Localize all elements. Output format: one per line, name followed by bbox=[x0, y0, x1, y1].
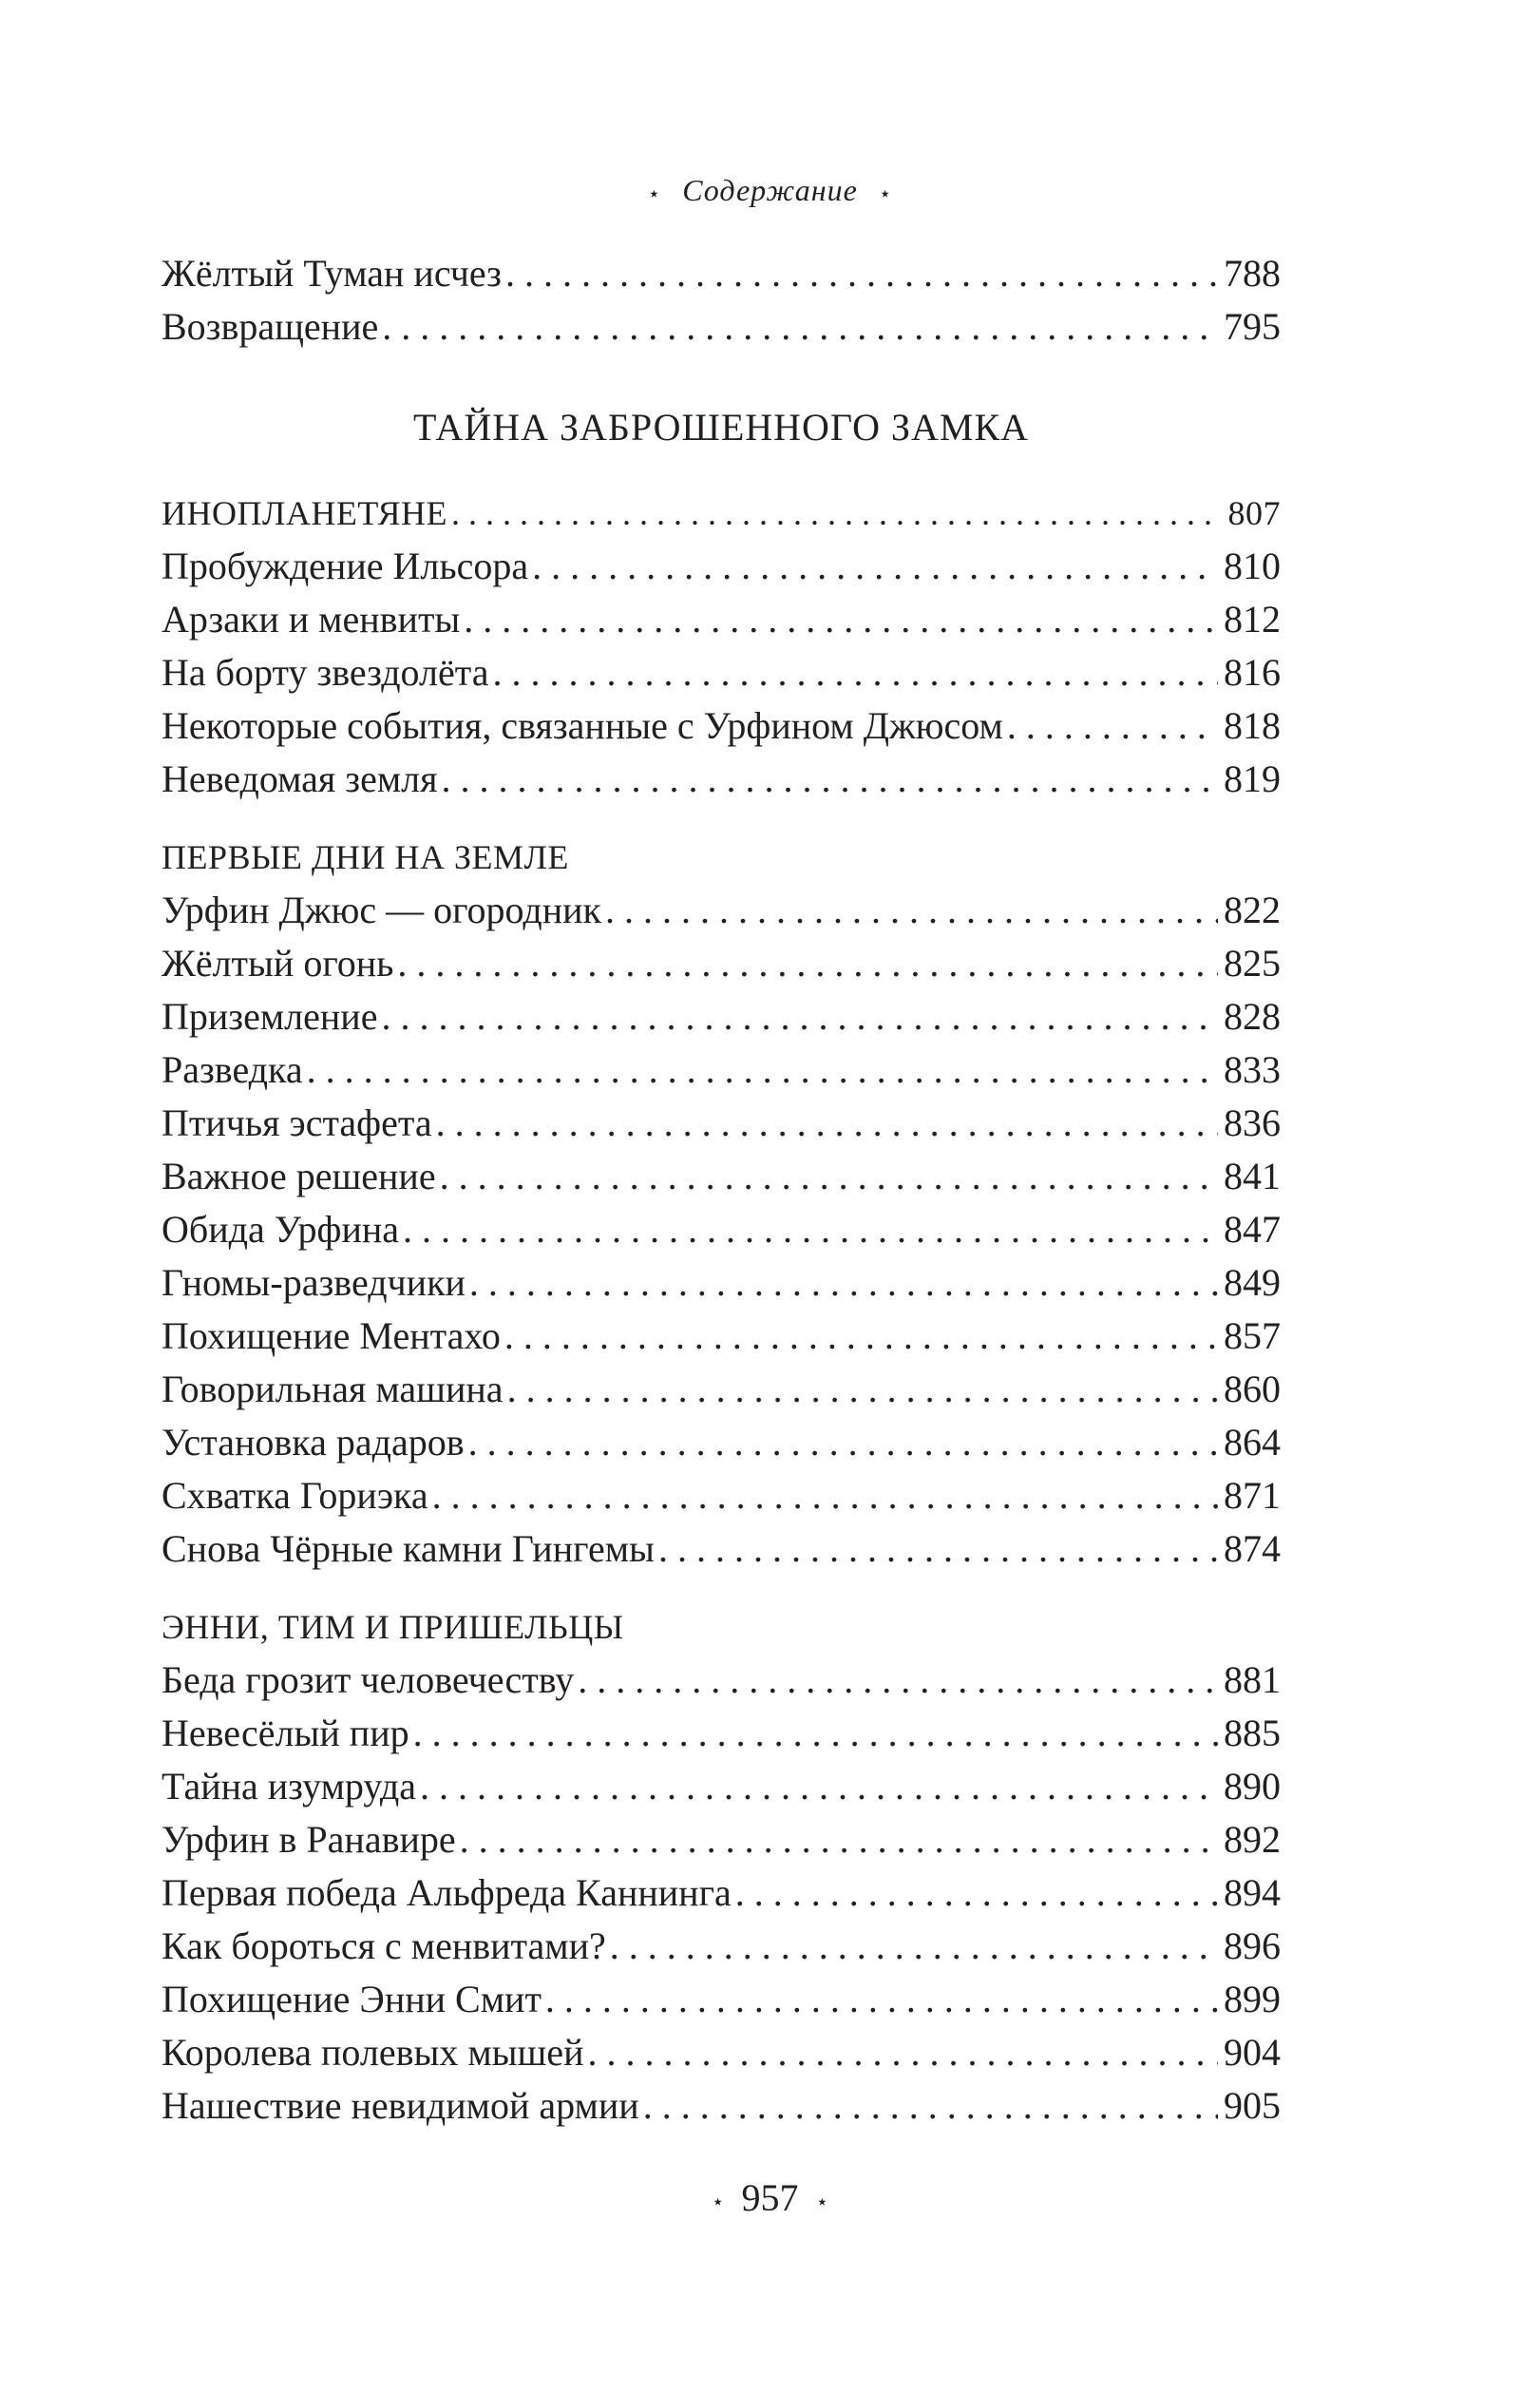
toc-entry-page: 892 bbox=[1224, 1818, 1281, 1861]
star-ornament-icon: ⋆ bbox=[815, 2189, 829, 2213]
book-title: ТАЙНА ЗАБРОШЕННОГО ЗАМКА bbox=[412, 406, 1030, 449]
toc-entry-page: 905 bbox=[1224, 2084, 1281, 2127]
toc-entry-page: 860 bbox=[1224, 1368, 1281, 1410]
leader-dots bbox=[507, 1363, 1218, 1416]
toc-entry-page: 857 bbox=[1224, 1314, 1281, 1357]
toc-entry-page: 894 bbox=[1224, 1871, 1281, 1914]
leader-dots bbox=[403, 1203, 1218, 1256]
toc-entry-page: 890 bbox=[1224, 1765, 1281, 1808]
leader-dots bbox=[442, 753, 1218, 806]
toc-entry-title: Нашествие невидимой армии bbox=[162, 2084, 639, 2127]
toc-entry bbox=[162, 1920, 1281, 1973]
leader-dots bbox=[545, 1973, 1218, 2026]
toc-entry-title: Похищение Ментахо bbox=[162, 1314, 501, 1357]
toc-entry-page: 849 bbox=[1224, 1261, 1281, 1304]
toc-entry bbox=[162, 646, 1281, 699]
toc-entry-title: Снова Чёрные камни Гингемы bbox=[162, 1527, 655, 1570]
toc-part-heading-row bbox=[162, 487, 1281, 540]
toc-entry bbox=[162, 1097, 1281, 1150]
leader-dots bbox=[605, 884, 1218, 937]
toc-entry-title: Похищение Энни Смит bbox=[162, 1978, 542, 2020]
toc-entry-title: Схватка Гориэка bbox=[162, 1474, 428, 1517]
toc-entry bbox=[162, 990, 1281, 1043]
toc-entry bbox=[162, 1150, 1281, 1203]
toc-entry bbox=[162, 1363, 1281, 1416]
toc-entry bbox=[162, 1416, 1281, 1469]
toc-entry bbox=[162, 753, 1281, 806]
leader-dots bbox=[578, 1654, 1218, 1707]
toc-entry-page: 795 bbox=[1224, 305, 1281, 348]
toc-entry-title: Установка радаров bbox=[162, 1421, 465, 1464]
toc-entry bbox=[162, 1654, 1281, 1707]
toc-entry-title: Урфин Джюс — огородник bbox=[162, 889, 601, 931]
toc-entry-title: Урфин в Ранавире bbox=[162, 1818, 456, 1861]
toc-entry-page: 825 bbox=[1224, 942, 1281, 985]
toc-entry bbox=[162, 1043, 1281, 1097]
toc-part-page: 807 bbox=[1227, 494, 1281, 532]
toc-part-heading: ПЕРВЫЕ ДНИ НА ЗЕМЛЕ bbox=[162, 838, 569, 876]
toc-part bbox=[162, 831, 1281, 1576]
toc-entry bbox=[162, 1760, 1281, 1813]
leader-dots bbox=[610, 1920, 1218, 1973]
toc-entry-title: Гномы-разведчики bbox=[162, 1261, 466, 1304]
toc-entry-title: Невесёлый пир bbox=[162, 1712, 409, 1754]
toc-entry bbox=[162, 1203, 1281, 1256]
page-folio bbox=[0, 2174, 1540, 2226]
leader-dots bbox=[1007, 699, 1218, 753]
leader-dots bbox=[397, 937, 1218, 990]
leader-dots bbox=[413, 1707, 1218, 1760]
toc-entry-page: 871 bbox=[1224, 1474, 1281, 1517]
toc-entry-title: Говорильная машина bbox=[162, 1368, 504, 1410]
toc-entry-title: Жёлтый Туман исчез bbox=[162, 252, 502, 295]
toc-entry-page: 885 bbox=[1224, 1712, 1281, 1754]
running-head bbox=[0, 171, 1540, 213]
leader-dots bbox=[658, 1522, 1218, 1576]
leader-dots bbox=[432, 1469, 1218, 1522]
table-of-contents bbox=[162, 247, 1281, 2133]
toc-entry bbox=[162, 1469, 1281, 1522]
toc-entry-page: 788 bbox=[1224, 252, 1281, 295]
toc-entry bbox=[162, 540, 1281, 593]
star-ornament-icon: ⋆ bbox=[711, 2189, 725, 2213]
toc-entry-page: 864 bbox=[1224, 1421, 1281, 1464]
toc-entry bbox=[162, 1866, 1281, 1920]
toc-entry bbox=[162, 593, 1281, 646]
toc-entry-title: Жёлтый огонь bbox=[162, 942, 394, 985]
toc-entry-title: Птичья эстафета bbox=[162, 1101, 432, 1144]
leader-dots bbox=[381, 990, 1218, 1043]
toc-entry-page: 899 bbox=[1224, 1978, 1281, 2020]
toc-entry-page: 822 bbox=[1224, 889, 1281, 931]
page-number: 957 bbox=[741, 2176, 799, 2219]
toc-entry bbox=[162, 1256, 1281, 1310]
leader-dots bbox=[440, 1150, 1218, 1203]
toc-entry-page: 818 bbox=[1224, 704, 1281, 747]
toc-entry-title: Неведомая земля bbox=[162, 757, 438, 800]
leader-dots bbox=[504, 1310, 1218, 1363]
leader-dots bbox=[436, 1097, 1218, 1150]
leader-dots bbox=[643, 2079, 1218, 2133]
toc-entry bbox=[162, 2079, 1281, 2133]
toc-entry-title: На борту звездолёта bbox=[162, 651, 489, 694]
toc-entry bbox=[162, 699, 1281, 753]
toc-entry bbox=[162, 1522, 1281, 1576]
toc-entry-page: 810 bbox=[1224, 545, 1281, 587]
toc-entry-title: Тайна изумруда bbox=[162, 1765, 416, 1808]
leader-dots bbox=[468, 1416, 1218, 1469]
toc-entry-page: 816 bbox=[1224, 651, 1281, 694]
toc-entry bbox=[162, 884, 1281, 937]
leader-dots bbox=[307, 1043, 1218, 1097]
toc-entry-page: 833 bbox=[1224, 1048, 1281, 1091]
leader-dots bbox=[588, 2026, 1219, 2079]
toc-part-heading: ЭННИ, ТИМ И ПРИШЕЛЬЦЫ bbox=[162, 1608, 624, 1646]
toc-entry-title: Пробуждение Ильсора bbox=[162, 545, 529, 587]
toc-entry bbox=[162, 937, 1281, 990]
star-ornament-icon: ⋆ bbox=[647, 181, 662, 205]
toc-entry bbox=[162, 1973, 1281, 2026]
running-head-title: Содержание bbox=[682, 173, 858, 207]
leader-dots bbox=[532, 540, 1218, 593]
leader-dots bbox=[451, 487, 1222, 540]
toc-entry-title: Как бороться с менвитами? bbox=[162, 1924, 606, 1967]
toc-entry bbox=[162, 2026, 1281, 2079]
leader-dots bbox=[460, 1813, 1218, 1866]
toc-entry bbox=[162, 1813, 1281, 1866]
toc-entry bbox=[162, 1310, 1281, 1363]
toc-entry-title: Некоторые события, связанные с Урфином Джюсом bbox=[162, 704, 1003, 747]
toc-entry-title: Приземление bbox=[162, 995, 378, 1038]
toc-entry-page: 881 bbox=[1224, 1658, 1281, 1701]
toc-part bbox=[162, 1600, 1281, 2133]
toc-entry-title: Первая победа Альфреда Каннинга bbox=[162, 1871, 732, 1914]
star-ornament-icon: ⋆ bbox=[878, 181, 893, 205]
toc-entry-page: 904 bbox=[1224, 2031, 1281, 2074]
toc-entry-title: Арзаки и менвиты bbox=[162, 598, 461, 641]
toc-entry-page: 812 bbox=[1224, 598, 1281, 641]
leader-dots bbox=[382, 300, 1218, 354]
leader-dots bbox=[735, 1866, 1218, 1920]
toc-entry-title: Беда грозит человечеству bbox=[162, 1658, 575, 1701]
toc-entry bbox=[162, 1707, 1281, 1760]
toc-entry-page: 828 bbox=[1224, 995, 1281, 1038]
toc-entry-page: 836 bbox=[1224, 1101, 1281, 1144]
toc-entry-title: Обида Урфина bbox=[162, 1208, 400, 1251]
toc-entry-title: Возвращение bbox=[162, 305, 379, 348]
toc-entry-page: 841 bbox=[1224, 1155, 1281, 1197]
leader-dots bbox=[492, 646, 1218, 699]
toc-entry-page: 819 bbox=[1224, 757, 1281, 800]
toc-entry-title: Разведка bbox=[162, 1048, 303, 1091]
toc-entry-title: Важное решение bbox=[162, 1155, 436, 1197]
toc-entry-page: 847 bbox=[1224, 1208, 1281, 1251]
toc-entry-page: 874 bbox=[1224, 1527, 1281, 1570]
leader-dots bbox=[469, 1256, 1218, 1310]
leader-dots bbox=[505, 247, 1218, 300]
toc-entry bbox=[162, 300, 1281, 354]
toc-part bbox=[162, 487, 1281, 806]
toc-entry-page: 896 bbox=[1224, 1924, 1281, 1967]
toc-entry bbox=[162, 247, 1281, 300]
toc-entry-title: Королева полевых мышей bbox=[162, 2031, 584, 2074]
leader-dots bbox=[420, 1760, 1218, 1813]
leader-dots bbox=[464, 593, 1218, 646]
toc-part-heading: ИНОПЛАНЕТЯНЕ bbox=[162, 494, 448, 532]
